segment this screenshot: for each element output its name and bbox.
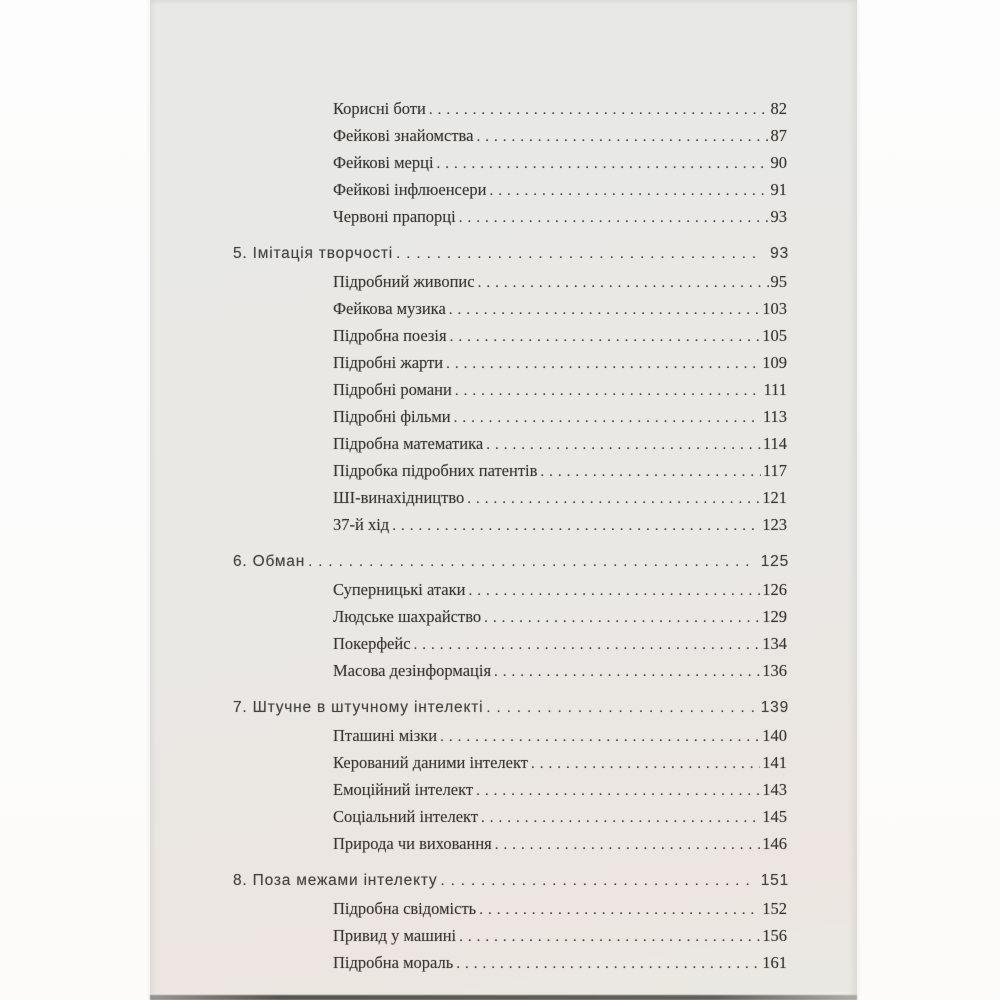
toc-entry-sub-1 — [333, 123, 787, 150]
dot-leader — [450, 323, 761, 350]
toc-entry-sub-13 — [333, 458, 787, 485]
dot-leader — [392, 512, 760, 539]
toc-entry-sub-17 — [333, 577, 787, 604]
toc-entry-title: Підробні романи — [333, 380, 452, 399]
dot-leader — [486, 695, 753, 720]
dot-leader — [459, 204, 769, 231]
dot-leader — [467, 485, 760, 512]
dot-leader — [486, 431, 761, 458]
toc-entry-page-number: 140 — [762, 726, 787, 745]
toc-entry-title: Підробна свідомість — [333, 899, 477, 918]
toc-entry-sub-12 — [333, 431, 787, 458]
dot-leader — [459, 923, 760, 950]
toc-entry-sub-2 — [333, 150, 787, 177]
dot-leader — [455, 377, 762, 404]
toc-entry-page-number: 143 — [762, 780, 787, 799]
table-of-contents — [150, 0, 857, 977]
toc-entry-chapter-16 — [233, 549, 789, 574]
toc-entry-title: 6. Обман — [233, 553, 306, 570]
toc-entry-title: Фейкові знайомства — [333, 126, 474, 145]
toc-entry-page-number: 161 — [762, 953, 787, 972]
dot-leader — [540, 458, 760, 485]
toc-entry-page-number: 125 — [760, 553, 789, 570]
toc-entry-title: Людське шахрайство — [333, 607, 482, 626]
toc-entry-page-number: 95 — [770, 272, 787, 291]
toc-entry-title: Привид у машині — [333, 926, 457, 945]
toc-entry-title: Масова дезінформація — [333, 661, 492, 680]
toc-entry-title: Підробна поезія — [333, 326, 447, 345]
toc-entry-title: Покерфейс — [333, 634, 411, 653]
toc-entry-title: Природа чи виховання — [333, 834, 492, 853]
toc-entry-sub-30 — [333, 950, 787, 977]
toc-entry-sub-24 — [333, 777, 787, 804]
toc-entry-sub-8 — [333, 323, 787, 350]
toc-entry-sub-6 — [333, 269, 787, 296]
dot-leader — [531, 750, 760, 777]
toc-entry-page-number: 123 — [762, 515, 787, 534]
dot-leader — [440, 868, 753, 893]
dot-leader — [308, 549, 754, 574]
toc-entry-page-number: 111 — [763, 380, 787, 399]
toc-entry-sub-0 — [333, 96, 787, 123]
dot-leader — [494, 658, 760, 685]
toc-entry-sub-3 — [333, 177, 787, 204]
dot-leader — [414, 631, 761, 658]
toc-entry-sub-25 — [333, 804, 787, 831]
toc-entry-page-number: 152 — [762, 899, 787, 918]
toc-entry-sub-28 — [333, 896, 787, 923]
toc-entry-title: Пташині мізки — [333, 726, 438, 745]
book-page — [150, 0, 857, 1000]
toc-entry-page-number: 139 — [760, 699, 789, 716]
toc-entry-page-number: 103 — [762, 299, 787, 318]
toc-entry-title: Корисні боти — [333, 99, 426, 118]
dot-leader — [484, 604, 760, 631]
toc-entry-title: Підробна мораль — [333, 953, 454, 972]
toc-entry-title: Фейкові мерці — [333, 153, 434, 172]
dot-leader — [468, 577, 760, 604]
toc-entry-page-number: 93 — [770, 245, 789, 262]
dot-leader — [454, 404, 761, 431]
dot-leader — [429, 96, 769, 123]
toc-entry-page-number: 93 — [770, 207, 787, 226]
toc-entry-sub-20 — [333, 658, 787, 685]
toc-entry-page-number: 113 — [762, 407, 787, 426]
toc-entry-page-number: 121 — [762, 488, 787, 507]
toc-entry-page-number: 145 — [762, 807, 787, 826]
dot-leader — [396, 241, 763, 266]
dot-leader — [479, 896, 760, 923]
toc-entry-page-number: 151 — [760, 872, 789, 889]
toc-entry-sub-18 — [333, 604, 787, 631]
toc-entry-sub-19 — [333, 631, 787, 658]
toc-entry-title: Підробна математика — [333, 434, 484, 453]
toc-entry-chapter-21 — [233, 695, 789, 720]
toc-entry-sub-11 — [333, 404, 787, 431]
toc-entry-page-number: 156 — [762, 926, 787, 945]
dot-leader — [437, 150, 769, 177]
toc-entry-page-number: 146 — [762, 834, 787, 853]
toc-entry-title: Підробні жарти — [333, 353, 444, 372]
toc-entry-sub-9 — [333, 350, 787, 377]
toc-entry-title: Емоційний інтелект — [333, 780, 474, 799]
toc-entry-title: Підробні фільми — [333, 407, 451, 426]
toc-entry-page-number: 82 — [770, 99, 787, 118]
toc-entry-page-number: 105 — [762, 326, 787, 345]
toc-entry-title: Керований даними інтелект — [333, 753, 529, 772]
toc-entry-title: Соціальний інтелект — [333, 807, 479, 826]
toc-entry-sub-26 — [333, 831, 787, 858]
toc-entry-page-number: 141 — [762, 753, 787, 772]
dot-leader — [478, 269, 769, 296]
dot-leader — [476, 123, 768, 150]
dot-leader — [449, 296, 760, 323]
dot-leader — [440, 723, 760, 750]
toc-entry-page-number: 87 — [770, 126, 787, 145]
toc-entry-sub-10 — [333, 377, 787, 404]
toc-entry-title: Підробка підробних патентів — [333, 461, 538, 480]
toc-entry-page-number: 114 — [762, 434, 787, 453]
toc-entry-title: 37-й хід — [333, 515, 390, 534]
toc-entry-sub-7 — [333, 296, 787, 323]
toc-entry-sub-15 — [333, 512, 787, 539]
toc-entry-sub-23 — [333, 750, 787, 777]
dot-leader — [456, 950, 760, 977]
toc-entry-sub-22 — [333, 723, 787, 750]
dot-leader — [446, 350, 760, 377]
dot-leader — [495, 831, 760, 858]
dot-leader — [489, 177, 768, 204]
toc-entry-title: 8. Поза межами інтелекту — [233, 872, 438, 889]
toc-entry-chapter-27 — [233, 868, 789, 893]
toc-entry-page-number: 90 — [770, 153, 787, 172]
toc-entry-page-number: 126 — [762, 580, 787, 599]
toc-entry-title: 7. Штучне в штучному інтелекті — [233, 699, 484, 716]
toc-entry-page-number: 134 — [762, 634, 787, 653]
toc-entry-sub-29 — [333, 923, 787, 950]
dot-leader — [481, 804, 760, 831]
toc-entry-chapter-5 — [233, 241, 789, 266]
toc-entry-sub-14 — [333, 485, 787, 512]
toc-entry-sub-4 — [333, 204, 787, 231]
toc-entry-page-number: 129 — [762, 607, 787, 626]
toc-entry-title: Фейкові інфлюенсери — [333, 180, 487, 199]
page-bottom-edge-shadow — [150, 995, 857, 1000]
toc-entry-title: ШІ-винахідництво — [333, 488, 465, 507]
toc-entry-title: Фейкова музика — [333, 299, 446, 318]
toc-entry-page-number: 109 — [762, 353, 787, 372]
toc-entry-title: Підробний живопис — [333, 272, 475, 291]
toc-entry-title: Суперницькі атаки — [333, 580, 466, 599]
dot-leader — [476, 777, 760, 804]
toc-entry-title: Червоні прапорці — [333, 207, 456, 226]
toc-entry-page-number: 91 — [770, 180, 787, 199]
toc-entry-title: 5. Імітація творчості — [233, 245, 394, 262]
toc-entry-page-number: 136 — [762, 661, 787, 680]
toc-entry-page-number: 117 — [762, 461, 787, 480]
